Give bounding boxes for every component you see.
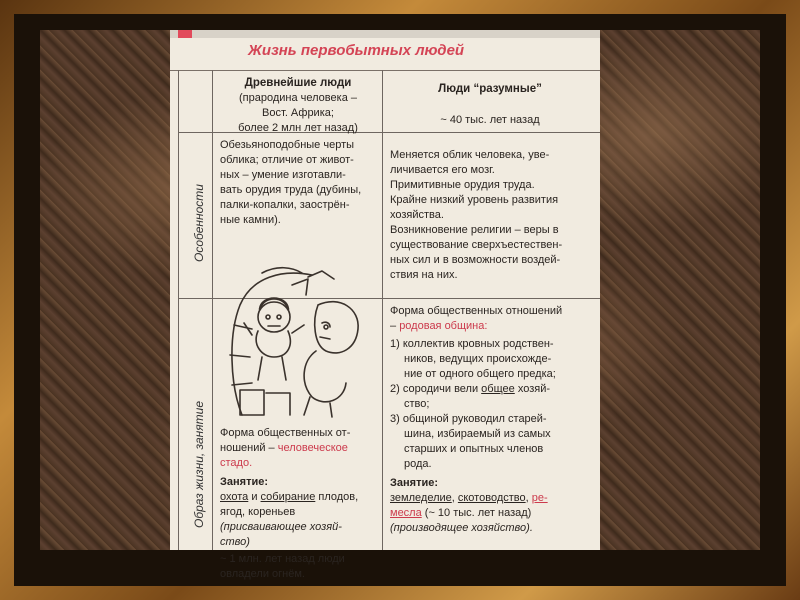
text-line: ство)	[220, 536, 250, 548]
text-span: ,	[451, 492, 458, 504]
text-line	[390, 382, 596, 397]
occupation-label: Занятие:	[220, 476, 269, 488]
highlight-community: родовая община:	[399, 320, 488, 332]
text-line: Форма общественных отношений	[390, 305, 563, 317]
text-line: Обезьяноподобные черты	[220, 139, 355, 151]
text-line: ~ 1 млн. лет назад люди	[220, 553, 345, 565]
text-line: ствия на них.	[390, 269, 458, 281]
text-line: палки-копалки, заострён-	[220, 199, 350, 211]
row-label-features: Особенности	[192, 184, 206, 262]
text-span: хозяй-	[514, 383, 550, 395]
text-line: шина, избираемый из самых	[404, 428, 551, 440]
text-line: Форма общественных от-	[220, 427, 351, 439]
text-line: ных – умение изготавли-	[220, 169, 346, 181]
caveman2-head	[315, 302, 358, 353]
text-line: ные камни).	[220, 214, 281, 226]
occ-crafts: ре-	[531, 492, 548, 504]
occupation-label: Занятие:	[390, 477, 439, 489]
text-line: хозяйства.	[390, 209, 444, 221]
text-line	[390, 491, 596, 506]
page-number-badge	[178, 30, 192, 38]
text-span: 2) сородичи вели	[390, 383, 482, 395]
text-span: ,	[525, 492, 532, 504]
life-sapiens	[390, 304, 596, 536]
caveman2-body	[304, 351, 346, 402]
text-line: Возникновение религии – веры в	[390, 224, 559, 236]
text-span: –	[390, 320, 400, 332]
common-word: общее	[481, 383, 515, 395]
cavemen-illustration	[222, 265, 367, 420]
text-span: и	[248, 491, 261, 503]
occ-gather: собирание	[260, 491, 316, 503]
header-ancient-title: Древнейшие люди	[244, 77, 352, 89]
text-span: плодов,	[315, 491, 359, 503]
text-line: 1) коллектив кровных родствен-	[390, 338, 554, 350]
occ-hunt: охота	[220, 491, 249, 503]
text-line: 3) общиной руководил старей-	[390, 413, 547, 425]
occ-crafts: месла	[390, 507, 422, 519]
caveman-body	[256, 331, 290, 357]
text-line	[220, 490, 380, 505]
grid-line	[382, 70, 383, 550]
text-line: существование сверхъестествен-	[390, 239, 563, 251]
title-rule	[170, 70, 600, 71]
occ-cattle: скотоводство	[457, 492, 526, 504]
header-ancient-sub: более 2 млн лет назад)	[238, 122, 358, 134]
text-line: рода.	[404, 458, 432, 470]
text-line: ство;	[404, 398, 430, 410]
header-ancient-sub: (прародина человека –	[239, 92, 357, 104]
life-ancient	[220, 426, 380, 582]
header-sapiens	[384, 82, 596, 128]
text-line: ных сил и в возможности воздей-	[390, 254, 561, 266]
text-line	[390, 319, 596, 334]
text-line: вать орудия труда (дубины,	[220, 184, 362, 196]
occ-agriculture: земледелие	[390, 492, 452, 504]
text-line: овладели огнём.	[220, 568, 305, 580]
text-line: (производящее хозяйство).	[390, 522, 533, 534]
grid-line	[178, 70, 179, 550]
text-line: ние от одного общего предка;	[404, 368, 556, 380]
grid-line	[212, 70, 213, 550]
text-line: облика; отличие от живот-	[220, 154, 354, 166]
text-line: Примитивные орудия труда.	[390, 179, 535, 191]
text-line	[220, 441, 380, 456]
text-line	[390, 506, 596, 521]
highlight-herd: стадо.	[220, 457, 253, 469]
header-sapiens-sub: ~ 40 тыс. лет назад	[440, 114, 540, 126]
text-line: личивается его мозг.	[390, 164, 495, 176]
highlight-herd: человеческое	[277, 442, 348, 454]
page-title: Жизнь первобытных людей	[248, 42, 465, 59]
header-ancient-sub: Вост. Африка;	[262, 107, 334, 119]
text-line: Крайне низкий уровень развития	[390, 194, 559, 206]
textbook-page	[170, 30, 600, 580]
text-span: ношений –	[220, 442, 278, 454]
text-line: ягод, кореньев	[220, 506, 296, 518]
text-line: Меняется облик человека, уве-	[390, 149, 550, 161]
text-span: (~ 10 тыс. лет назад)	[421, 507, 532, 519]
row-label-life: Образ жизни, занятие	[192, 400, 206, 528]
features-ancient	[220, 138, 380, 228]
text-line: старших и опытных членов	[404, 443, 544, 455]
text-line: ников, ведущих происхожде-	[404, 353, 552, 365]
features-sapiens	[390, 148, 596, 283]
header-sapiens-title: Люди “разумные”	[438, 83, 542, 95]
caveman-head	[258, 302, 290, 332]
header-ancient	[214, 76, 382, 136]
text-line: (присваивающее хозяй-	[220, 521, 342, 533]
page-header-strip	[170, 30, 600, 38]
